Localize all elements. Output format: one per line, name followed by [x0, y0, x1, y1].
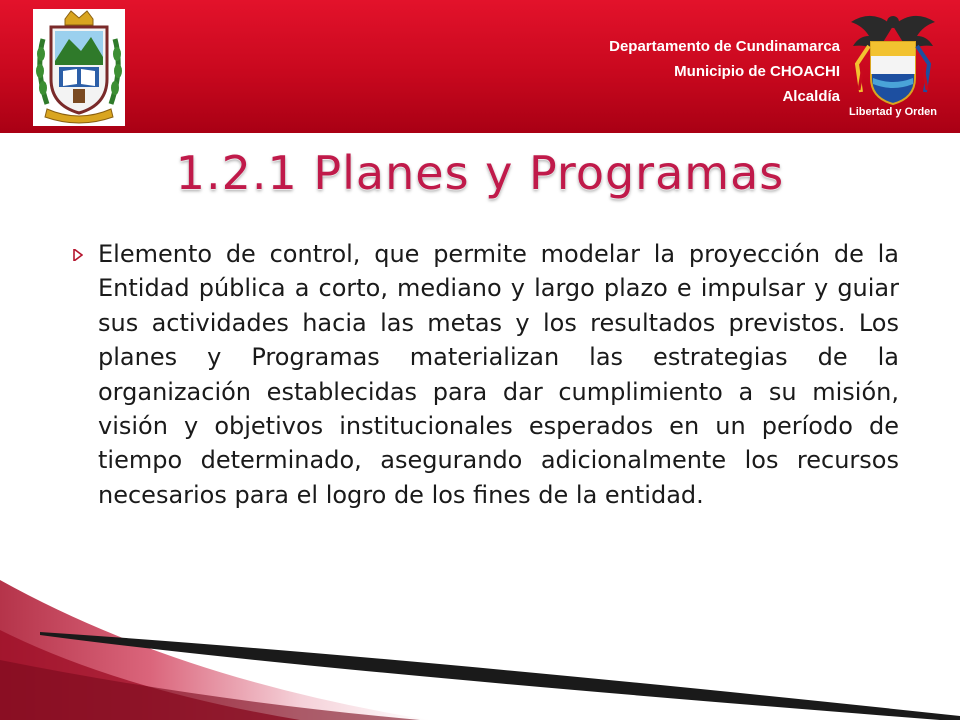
choachi-municipal-shield-icon	[33, 9, 125, 126]
header-banner	[0, 0, 960, 133]
body-paragraph: Elemento de control, que permite modelar la proyección de la Entidad pública a corto, mediano y largo plazo e impulsar y guiar sus actividades hacia las metas y los resultados previstos. Los planes y Programas materializan las estrategias de la organización establecidas para dar cumplimiento a su misión, visión y objetivos institucionales esperados en un período de tiempo determinado, asegurando adicionalmente los recursos necesarios para el logro de los fines de la entidad.	[98, 240, 899, 509]
bottom-wave-decoration	[0, 560, 960, 720]
department-label: Departamento de Cundinamarca	[609, 38, 840, 55]
colombia-coat-of-arms-icon	[843, 6, 943, 128]
office-label: Alcaldía	[782, 88, 840, 105]
triangle-right-icon	[73, 249, 83, 261]
municipality-label: Municipio de CHOACHI	[674, 63, 840, 80]
motto-label: Libertad y Orden	[848, 106, 938, 118]
header-title-block	[609, 34, 840, 109]
page-title: 1.2.1 Planes y Programas	[175, 146, 785, 200]
